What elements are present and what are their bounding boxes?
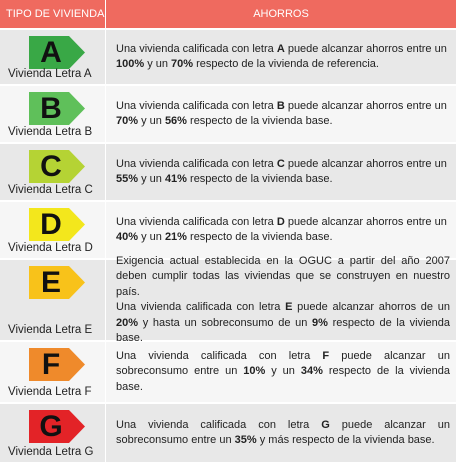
table-header: [0, 0, 456, 28]
ahorros-description: Una vivienda calificada con letra B puede alcanzar ahorros entre un 70% y un 56% respecto de la vivienda base.: [116, 99, 447, 127]
ahorros-description: Exigencia actual establecida en la OGUC a partir del año 2007 deben cumplir todas las viviendas que se construyen en nuestro país. Una vivienda calificada con letra E puede alcanzar ahorros de un 20% y hasta un sobreconsumo de un 9% respecto de la vivienda base.: [116, 254, 450, 344]
tipo-cell: [0, 342, 106, 402]
rating-letter: F: [41, 347, 61, 381]
rating-letter: C: [40, 149, 62, 183]
table-body: [0, 28, 456, 462]
table-row: [0, 200, 456, 258]
vivienda-label: Vivienda Letra D: [8, 242, 93, 254]
rating-arrow-icon: [29, 92, 85, 125]
ahorros-description: Una vivienda calificada con letra F puede alcanzar un sobreconsumo entre un 10% y un 34% respecto de la vivienda base.: [116, 349, 451, 393]
ahorros-description: Una vivienda calificada con letra A puede alcanzar ahorros entre un 100% y un 70% respecto de la vivienda de referencia.: [116, 42, 447, 70]
tipo-cell: [0, 30, 106, 84]
table-row: [0, 142, 456, 200]
rating-letter: A: [40, 35, 62, 69]
table-row: [0, 84, 456, 142]
table-row: [0, 254, 456, 344]
vivienda-label: Vivienda Letra E: [8, 324, 93, 336]
ahorros-description: Una vivienda calificada con letra D puede alcanzar ahorros entre un 40% y un 21% respecto de la vivienda base.: [116, 215, 447, 243]
rating-arrow-icon: [29, 410, 85, 443]
header-tipo-de-vivienda: TIPO DE VIVIENDA: [0, 0, 106, 28]
vivienda-label: Vivienda Letra G: [8, 446, 94, 458]
vivienda-label: Vivienda Letra A: [8, 68, 92, 80]
tipo-cell: [0, 86, 106, 142]
rating-letter: E: [40, 265, 61, 299]
vivienda-label: Vivienda Letra B: [8, 126, 93, 138]
tipo-cell: [0, 260, 106, 340]
ahorros-description: Una vivienda calificada con letra G puede alcanzar un sobreconsumo entre un 35% y más respecto de la vivienda base.: [116, 418, 450, 446]
rating-letter: B: [40, 91, 62, 125]
tipo-cell: [0, 144, 106, 200]
rating-arrow-icon: [29, 208, 85, 241]
header-ahorros: AHORROS: [253, 8, 309, 20]
ahorros-description: Una vivienda calificada con letra C puede alcanzar ahorros entre un 55% y un 41% respecto de la vivienda base.: [116, 157, 447, 185]
vivienda-label: Vivienda Letra C: [8, 184, 93, 196]
rating-letter: G: [39, 409, 63, 443]
table-row: [0, 340, 456, 402]
rating-arrow-icon: [29, 266, 85, 299]
rating-arrow-icon: [29, 36, 85, 69]
vivienda-label: Vivienda Letra F: [8, 386, 92, 398]
table-row: [0, 28, 456, 84]
table-row: [0, 402, 456, 462]
tipo-cell: [0, 202, 106, 258]
rating-arrow-icon: [29, 348, 85, 381]
rating-arrow-icon: [29, 150, 85, 183]
tipo-cell: [0, 404, 106, 462]
rating-letter: D: [40, 207, 62, 241]
